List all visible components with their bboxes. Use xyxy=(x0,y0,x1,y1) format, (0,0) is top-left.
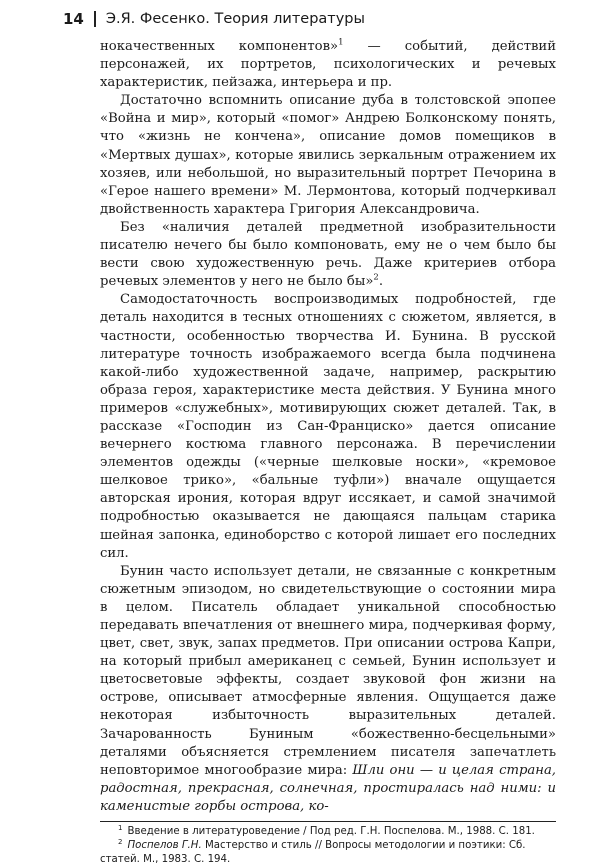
footnote-ref-2[interactable]: 2 xyxy=(373,272,379,283)
footnote-2-author: Поспелов Г.Н. xyxy=(127,840,202,852)
paragraph-1 xyxy=(100,38,556,92)
paragraph-1-text: нокачественных компонентов» xyxy=(100,39,339,54)
paragraph-3-end: . xyxy=(378,274,384,290)
footnote-1-number: 1 xyxy=(118,823,123,832)
running-header xyxy=(63,10,556,28)
running-title: Э.Я. Фесенко. Теория литературы xyxy=(105,11,365,27)
page-number: 14 xyxy=(63,10,84,28)
footnote-2 xyxy=(100,839,556,867)
paragraph-5-text: Бунин часто использует детали, не связанные с конкретным сюжетным эпизодом, но свидетельствующие о состоянии мира в целом. Писатель обладает уникальной способностью передавать впечатления от внешнего мира, подчеркивая форму, цвет, свет, звук, запах предметов. При описании острова Капри, на который прибыл американец с семьей, Бунин использует и цветосветовые эффекты, создает звуковой фон жизни на острове, описывает атмосферные явления. Ощущается даже некоторая избыточность выразительных деталей. Зачарованность Буниным «божественно-бесцельными» деталями объясняется стремлением писателя запечатлеть неповторимое многообразие мира: xyxy=(100,563,556,778)
main-text xyxy=(100,38,556,816)
footnote-ref-1[interactable]: 1 xyxy=(338,37,344,48)
paragraph-5-quote: Шли они — и целая страна, радостная, прекрасная, солнечная, простиралась над ними: и каменистые горбы острова, ко- xyxy=(100,762,557,814)
paragraph-4: Самодостаточность воспроизводимых подробностей, где деталь находится в тесных отношениях с сюжетом, является, в частности, особенностью творчества И. Бунина. В русской литературе точность изображаемого всегда была подчинена какой-либо художественной задаче, например, раскрытию образа героя, характеристике места действия. У Бунина много примеров «служебных», мотивирующих сюжет деталей. Так, в рассказе «Господин из Сан-Франциско» дается описание вечернего костюма главного персонажа. В перечислении элементов одежды («черные шелковые носки», «кремовое шелковое трико», «бальные туфли») вначале ощущается авторская ирония, которая вдруг иссякает, и самой значимой подробностью оказывается не дающаяся пальцам старика шейная запонка, единоборство с которой лишает его последних сил. xyxy=(100,292,556,561)
paragraph-3 xyxy=(100,219,556,291)
paragraph-5 xyxy=(100,563,556,816)
paragraph-3-text: Без «наличия деталей предметной изобразительности писателю нечего бы было компоновать, ему не о чем было бы вести свою художественную речь. Даже критериев отбора речевых элементов у него не было бы» xyxy=(100,219,556,290)
header-divider xyxy=(94,11,96,27)
paragraph-1-rest: — событий, действий персонажей, их портретов, психологических и речевых характеристик, пейзажа, интерьера и пр. xyxy=(100,39,556,91)
footnote-1-text: Введение в литературоведение / Под ред. Г.Н. Поспелова. М., 1988. С. 181. xyxy=(127,826,535,838)
footnote-2-text: Мастерство и стиль // Вопросы методологии и поэтики: Сб. статей. М., 1983. С. 194. xyxy=(100,840,526,866)
footnote-2-number: 2 xyxy=(118,837,123,846)
footnotes xyxy=(100,821,556,867)
paragraph-2: Достаточно вспомнить описание дуба в толстовской эпопее «Война и мир», который «помог» Андрею Болконскому понять, что «жизнь не кончена», описание домов помещиков в «Мертвых душах», которые явились зеркальным отражением их хозяев, или небольшой, но выразительный портрет Печорина в «Герое нашего времени» М. Лермонтова, который подчеркивал двойственность характера Григория Александровича. xyxy=(100,93,556,217)
footnote-1 xyxy=(100,825,556,839)
